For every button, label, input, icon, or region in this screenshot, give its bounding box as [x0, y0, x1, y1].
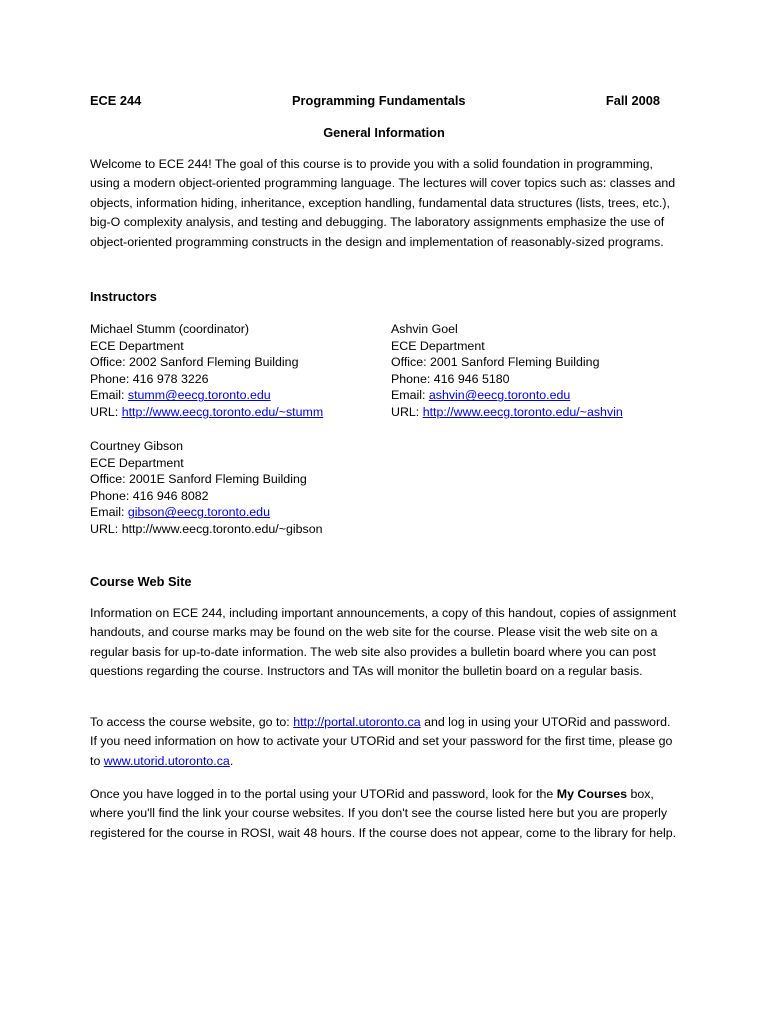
portal-text-3: . — [229, 753, 234, 768]
url-label: URL: — [391, 404, 423, 419]
portal-text-2: and log in using your UTORid and password. If you need information on how to activate your UTORid and set your password for the first time, please go to — [90, 715, 673, 768]
url-label: URL: — [90, 404, 122, 419]
email-label: Email: — [391, 388, 429, 403]
instructor-url-row — [90, 404, 323, 421]
email-label: Email: — [90, 505, 128, 520]
instructor-office: Office: 2002 Sanford Fleming Building — [90, 355, 299, 370]
instructor-phone: Phone: 416 946 8082 — [90, 488, 209, 503]
utorid-link[interactable]: www.utorid.utoronto.ca — [103, 753, 230, 768]
course-web-site-heading: Course Web Site — [90, 574, 192, 589]
instructor-phone: Phone: 416 946 5180 — [391, 371, 510, 386]
instructor-department: ECE Department — [90, 338, 184, 353]
instructor-name: Michael Stumm (coordinator) — [90, 322, 250, 336]
portal-link[interactable]: http://portal.utoronto.ca — [293, 715, 421, 729]
course-term: Fall 2008 — [605, 93, 660, 108]
intro-paragraph: Welcome to ECE 244! The goal of this course is to provide you with a solid foundation in programming, using a modern object-oriented programming language. The lectures will cover topics such as: classes and objects, information hiding, inheritance, exception handling, fundamental data structures (lists, trees, etc.), big-O complexity analysis, and testing and debugging. The laboratory assignments emphasize the use of object-oriented programming constructs in the design and implementation of reasonably-sized programs. — [90, 157, 676, 249]
instructor-card — [90, 321, 323, 421]
email-label: Email: — [90, 388, 128, 403]
instructor-department: ECE Department — [391, 338, 485, 353]
instructor-url-link[interactable]: http://www.eecg.toronto.edu/~ashvin — [422, 404, 623, 419]
instructor-url-row — [391, 404, 623, 421]
portal-access-paragraph — [90, 713, 680, 771]
instructor-email-link[interactable]: stumm@eecg.toronto.edu — [127, 388, 271, 403]
instructor-url-link[interactable]: http://www.eecg.toronto.edu/~stumm — [121, 404, 324, 419]
my-courses-bold: My Courses — [556, 787, 628, 801]
my-courses-text-2: box, where you'll find the link your course websites. If you don't see the course listed here but you are properly registered for the course in ROSI, wait 48 hours. If the course does not appear, come to the library for help. — [90, 787, 677, 840]
course-title: Programming Fundamentals — [292, 93, 466, 108]
instructors-heading: Instructors — [90, 289, 157, 304]
portal-text-1: To access the course website, go to: — [90, 715, 294, 729]
document-header — [90, 91, 660, 111]
instructor-email-row — [90, 387, 323, 404]
instructor-email-link[interactable]: gibson@eecg.toronto.edu — [127, 505, 270, 520]
url-label: URL: — [90, 521, 122, 536]
my-courses-text-1: Once you have logged in to the portal using your UTORid and password, look for the — [90, 787, 557, 801]
instructor-office: Office: 2001E Sanford Fleming Building — [90, 472, 307, 487]
web-site-paragraph: Information on ECE 244, including important announcements, a copy of this handout, copies of assignment handouts, and course marks may be found on the web site for the course. Please visit the web site on a regular basis for up-to-date information. The web site also provides a bulletin board where you can post questions regarding the course. Instructors and TAs will monitor the bulletin board on a regular basis. — [90, 606, 677, 679]
instructor-email-row — [391, 387, 623, 404]
my-courses-paragraph — [90, 785, 680, 843]
instructor-email-link[interactable]: ashvin@eecg.toronto.edu — [428, 388, 571, 403]
instructor-office: Office: 2001 Sanford Fleming Building — [391, 355, 600, 370]
instructor-name: Ashvin Goel — [391, 322, 458, 336]
instructor-card — [391, 321, 623, 421]
instructor-name: Courtney Gibson — [90, 439, 183, 453]
course-code: ECE 244 — [90, 93, 142, 108]
section-title-general-information: General Information — [323, 125, 445, 140]
instructor-url-row — [90, 521, 322, 538]
instructor-department: ECE Department — [90, 455, 184, 470]
instructor-phone: Phone: 416 978 3226 — [90, 371, 209, 386]
instructor-card — [90, 438, 322, 538]
instructor-url-text: http://www.eecg.toronto.edu/~gibson — [121, 521, 323, 536]
instructor-email-row — [90, 504, 322, 521]
